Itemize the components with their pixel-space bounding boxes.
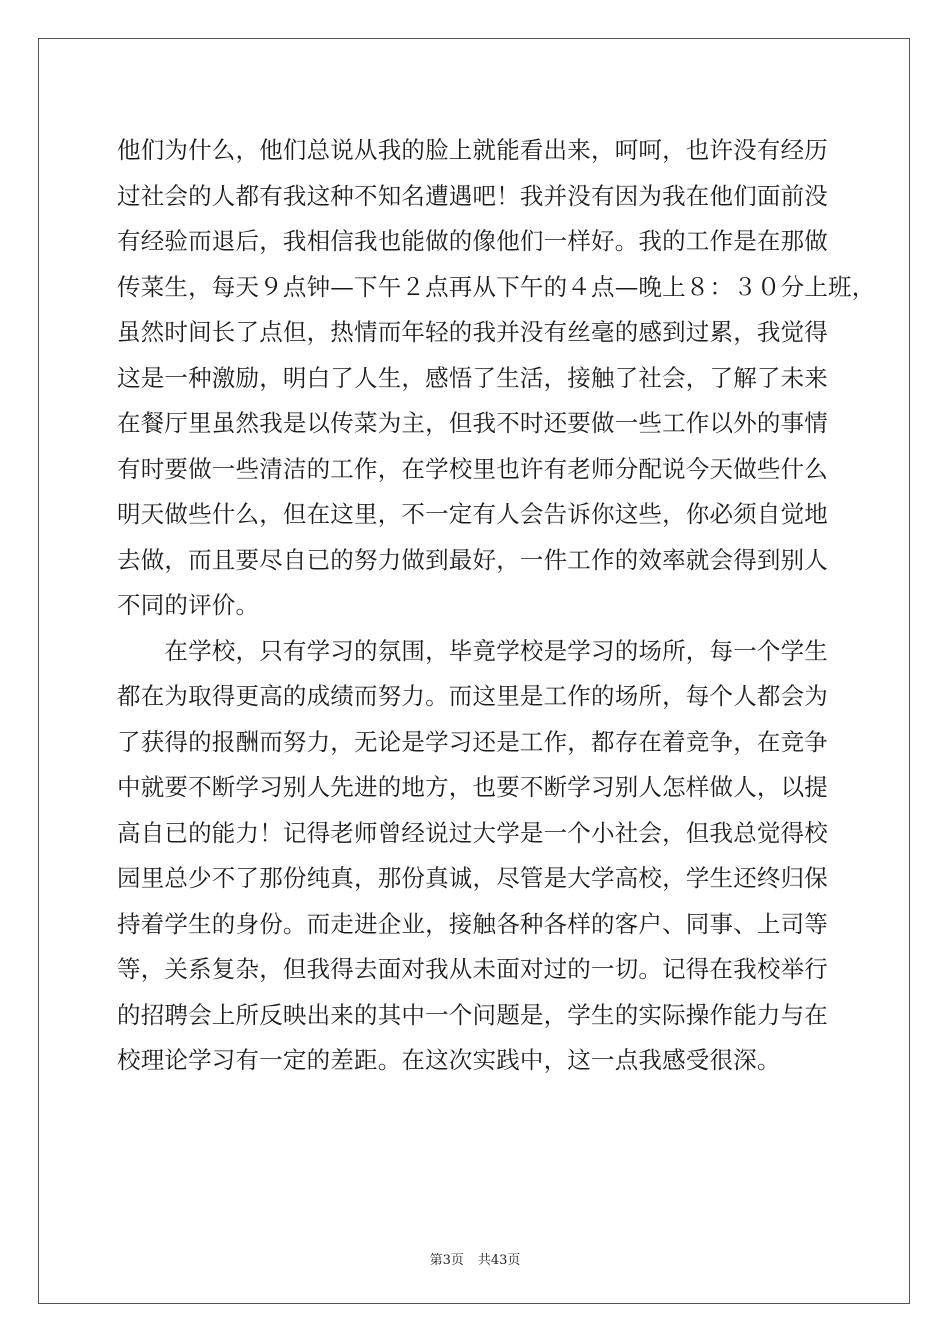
text-line: 过社会的人都有我这种不知名遭遇吧！我并没有因为我在他们面前没 bbox=[117, 181, 828, 210]
text-line: 的招聘会上所反映出来的其中一个问题是，学生的实际操作能力与在 bbox=[117, 1000, 828, 1029]
total-page-count: 共43页 bbox=[477, 1253, 521, 1268]
text-line: 校理论学习有一定的差距。在这次实践中，这一点我感受很深。 bbox=[117, 1046, 781, 1074]
text-line: 在餐厅里虽然我是以传菜为主，但我不时还要做一些工作以外的事情 bbox=[117, 409, 828, 437]
text-line: 不同的评价。 bbox=[117, 591, 260, 619]
text-line: 他们为什么，他们总说从我的脸上就能看出来，呵呵，也许没有经历 bbox=[117, 136, 828, 164]
document-body bbox=[117, 128, 876, 1084]
text-line: 在学校，只有学习的氛围，毕竟学校是学习的场所，每一个学生 bbox=[117, 636, 828, 665]
text-line: 有经验而退后，我相信我也能做的像他们一样好。我的工作是在那做 bbox=[117, 227, 828, 255]
text-line: 园里总少不了那份纯真，那份真诚，尽管是大学高校，学生还终归保 bbox=[117, 864, 828, 892]
current-page-number: 第3页 bbox=[429, 1253, 464, 1268]
text-line: 有时要做一些清洁的工作，在学校里也许有老师分配说今天做些什么 bbox=[117, 454, 828, 483]
text-line: 高自已的能力！记得老师曾经说过大学是一个小社会，但我总觉得校 bbox=[117, 818, 828, 847]
text-line: 去做，而且要尽自已的努力做到最好，一件工作的效率就会得到别人 bbox=[117, 545, 828, 574]
text-line: 等，关系复杂，但我得去面对我从未面对过的一切。记得在我校举行 bbox=[117, 955, 828, 983]
text-line: 虽然时间长了点但，热情而年轻的我并没有丝毫的感到过累，我觉得 bbox=[117, 318, 828, 346]
text-line: 明天做些什么，但在这里，不一定有人会告诉你这些，你必须自觉地 bbox=[117, 500, 828, 528]
text-line: 传菜生，每天９点钟—下午２点再从下午的４点—晚上８：３０分上班， bbox=[117, 272, 876, 301]
text-line: 持着学生的身份。而走进企业，接触各种各样的客户、同事、上司等 bbox=[117, 909, 828, 938]
text-line: 这是一种激励，明白了人生，感悟了生活，接触了社会，了解了未来 bbox=[117, 363, 828, 392]
text-line: 中就要不断学习别人先进的地方，也要不断学习别人怎样做人，以提 bbox=[117, 773, 828, 801]
text-line: 都在为取得更高的成绩而努力。而这里是工作的场所，每个人都会为 bbox=[117, 682, 828, 710]
text-line: 了获得的报酬而努力，无论是学习还是工作，都存在着竞争，在竞争 bbox=[117, 727, 828, 756]
page-footer bbox=[0, 1249, 950, 1268]
